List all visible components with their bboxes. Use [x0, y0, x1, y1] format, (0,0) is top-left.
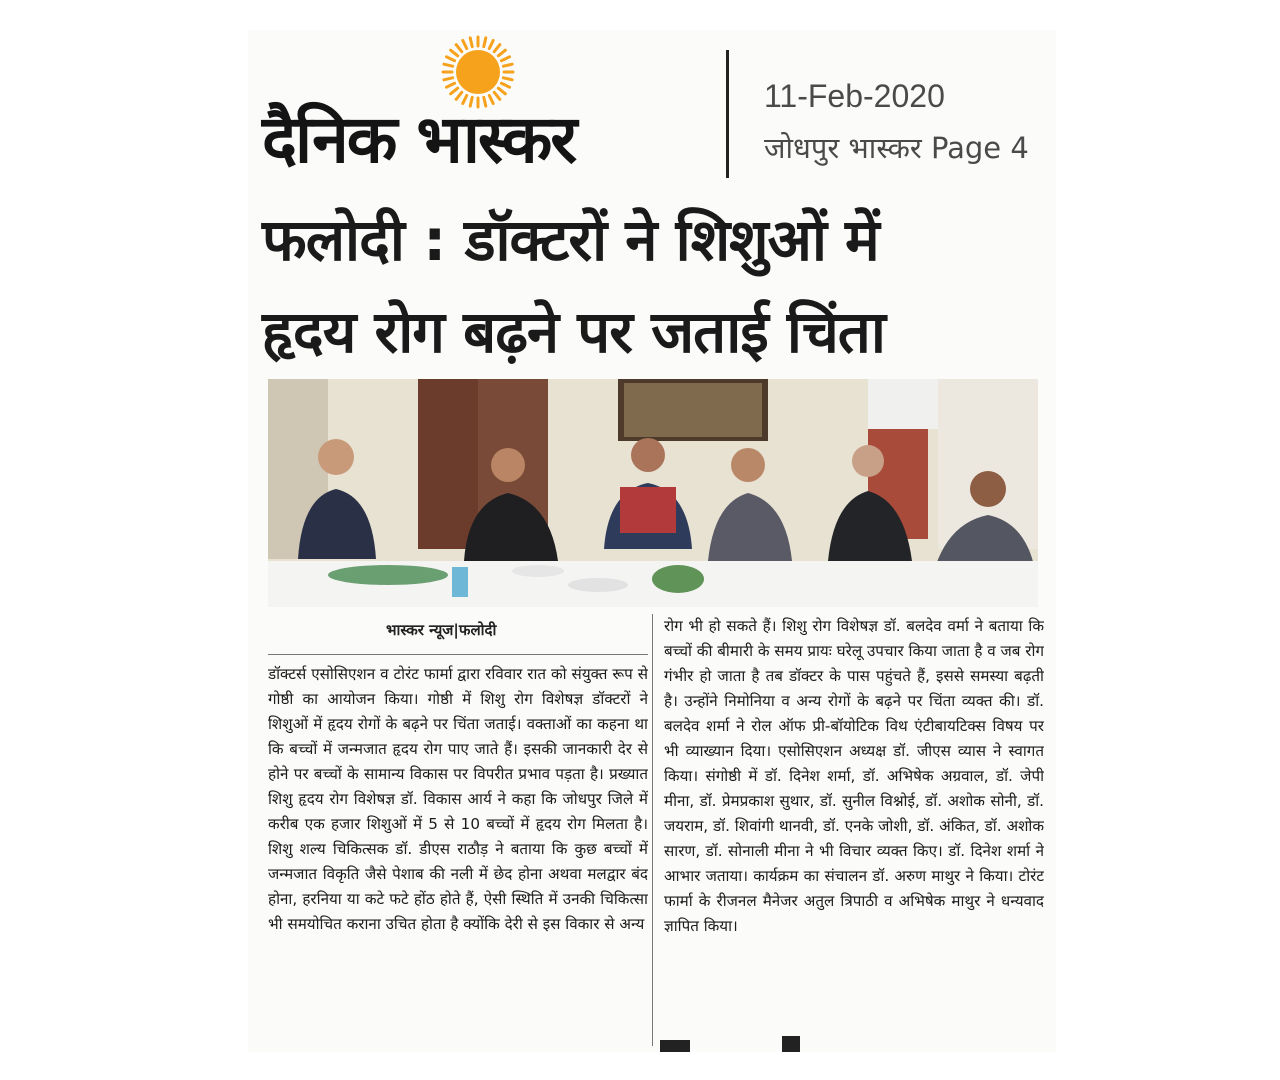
sun-ray — [501, 83, 509, 87]
sun-ray — [503, 78, 512, 80]
sun-ray — [501, 57, 509, 61]
article-column-left: डॉक्टर्स एसोसिएशन व टोरंट फार्मा द्वारा रविवार रात को संयुक्त रूप से गोष्ठी का आयोजन किया। गोष्ठी में शिशु रोग विशेषज्ञ डॉक्टरों ने शिशुओं में हृदय रोगों के बढ़ने पर चिंता जताई। वक्ताओं का कहना था कि बच्चों में जन्मजात हृदय रोग पाए जाते हैं। इसकी जानकारी देर से होने पर बच्चों के सामान्य विकास पर विपरीत प्रभाव पड़ता है। प्रख्यात शिशु हृदय रोग विशेषज्ञ डॉ. विकास आर्य ने कहा कि जोधपुर जिले में करीब एक हजार शिशुओं में 5 से 10 बच्चों में हृदय रोग मिलता है। शिशु शल्य चिकित्सक डॉ. डीएस राठौड़ ने बताया कि कुछ बच्चों में जन्मजात विकृति जैसे पेशाब की नली में छेद होना अथवा मलद्वार बंद होना, हरनिया या कटे फटे होंठ होते हैं, ऐसी स्थिति में उनकी चिकित्सा भी समयोचित कराना उचित होता है क्योंकि देरी से इस विकार से अन्य — [268, 665, 648, 933]
byline: भास्कर न्यूज|फलोदी — [386, 621, 497, 639]
sun-ray — [456, 92, 462, 99]
next-article-stub — [660, 1036, 1040, 1052]
sun-logo-icon — [440, 34, 516, 110]
masthead-logo: दैनिक भास्कर — [262, 101, 576, 178]
headline-line-2: हृदय रोग बढ़ने पर जताई चिंता — [262, 298, 885, 366]
sun-ray — [446, 57, 454, 61]
sun-ray — [484, 38, 486, 47]
sun-ray — [444, 64, 453, 66]
masthead-divider — [726, 50, 729, 178]
sun-ray — [456, 45, 462, 52]
sun-ray — [446, 83, 454, 87]
seminar-photo — [268, 379, 1038, 607]
column-divider — [652, 614, 653, 1046]
sun-ray — [494, 45, 500, 52]
edition-page: जोधपुर भास्कर Page 4 — [764, 131, 1029, 165]
sun-ray — [451, 88, 458, 94]
sun-ray — [463, 40, 467, 48]
sun-ray — [494, 92, 500, 99]
headline-line-1: फलोदी : डॉक्टरों ने शिशुओं में — [262, 206, 879, 274]
article-column-right: रोग भी हो सकते हैं। शिशु रोग विशेषज्ञ डॉ. बलदेव वर्मा ने बताया कि बच्चों की बीमारी के समय प्रायः घरेलू उपचार किया जाता है व जब रोग गंभीर हो जाता है तब डॉक्टर के पास पहुंचते हैं, इससे समस्या बढ़ती है। उन्होंने निमोनिया व अन्य रोगों के बढ़ने पर चिंता व्यक्त की। डॉ. बलदेव शर्मा ने रोल ऑफ प्री-बॉयोटिक विथ एंटीबायटिक्स विषय पर भी व्याख्यान दिया। एसोसिएशन अध्यक्ष डॉ. जीएस व्यास ने स्वागत किया। संगोष्ठी में डॉ. दिनेश शर्मा, डॉ. अभिषेक अग्रवाल, डॉ. जेपी मीना, डॉ. प्रेमप्रकाश सुथार, डॉ. सुनील विश्नोई, डॉ. अशोक सोनी, डॉ. जयराम, डॉ. शिवांगी थानवी, डॉ. एनके जोशी, डॉ. अंकित, डॉ. अशोक सारण, डॉ. सोनाली मीना ने भी विचार व्यक्त किए। डॉ. दिनेश शर्मा ने आभार जताया। कार्यक्रम का संचालन डॉ. अरुण माथुर ने किया। टोरंट फार्मा के रीजनल मैनेजर अतुल त्रिपाठी व अभिषेक माथुर ने धन्यवाद ज्ञापित किया। — [664, 617, 1044, 935]
sun-ray — [451, 50, 458, 56]
sun-ray — [498, 50, 505, 56]
byline-rule — [268, 654, 648, 655]
sun-ray — [489, 40, 493, 48]
article-headline — [262, 194, 1052, 378]
sun-ray — [470, 38, 472, 47]
publication-date: 11-Feb-2020 — [764, 78, 945, 114]
sun-ray — [444, 78, 453, 80]
sun-ray — [498, 88, 505, 94]
sun-ray — [503, 64, 512, 66]
